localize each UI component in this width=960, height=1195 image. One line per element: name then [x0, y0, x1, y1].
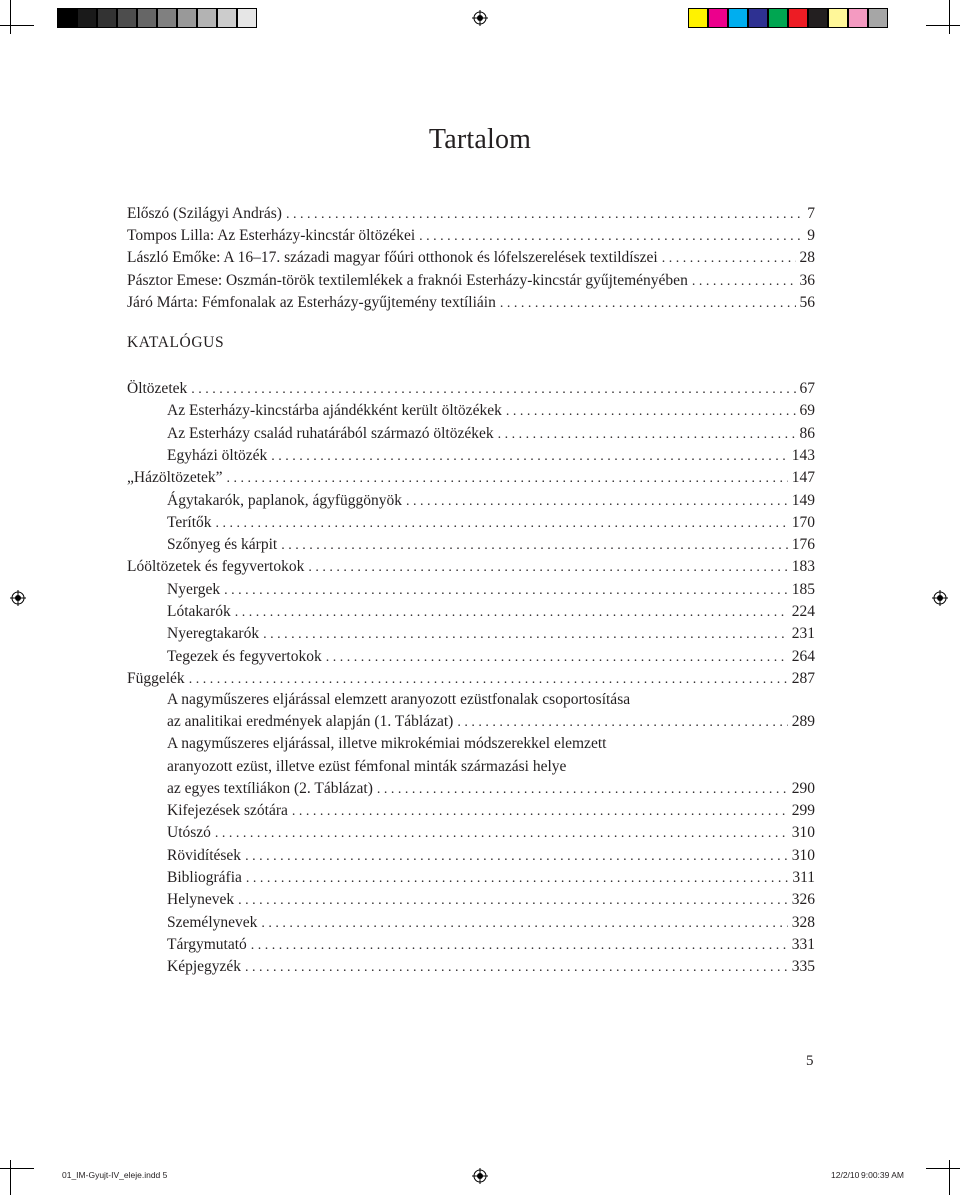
toc-entry-label: Nyergek — [167, 580, 221, 598]
leader-dots — [238, 890, 788, 912]
toc-entry-page: 231 — [791, 625, 815, 643]
toc-entry-page: 224 — [791, 603, 815, 620]
appendix-table2-line: aranyozott ezüst, illetve ezüst fémfonal minták származási helye — [167, 758, 567, 775]
crop-mark — [0, 25, 34, 26]
crop-mark — [10, 1160, 11, 1195]
color-swatch — [77, 8, 97, 28]
toc-entry — [127, 668, 815, 690]
crop-mark — [0, 1168, 34, 1169]
toc-entry-page: 7 — [807, 205, 815, 222]
toc-entry-page: 143 — [791, 446, 815, 464]
toc-entry-label: Az Esterházy család ruhatárából származó öltözékek — [167, 424, 494, 442]
registration-mark-icon — [10, 590, 26, 606]
leader-dots — [377, 779, 788, 801]
color-swatch — [137, 8, 157, 28]
toc-entry — [167, 423, 815, 445]
toc-entry — [167, 512, 815, 534]
toc-entry-page: 56 — [799, 293, 815, 311]
toc-entry-page: 290 — [791, 780, 815, 797]
toc-entry-page: 176 — [791, 536, 815, 554]
toc-entry-page: 328 — [791, 913, 815, 931]
toc-entry — [167, 445, 815, 467]
toc-entry-label: Ágytakarók, paplanok, ágyfüggönyök — [167, 491, 403, 509]
leader-dots — [263, 624, 788, 646]
leader-dots — [271, 446, 787, 468]
toc-entry-label: Tegezek és fegyvertokok — [167, 647, 322, 665]
grayscale-color-bar — [57, 8, 257, 28]
toc-entry-label: Előszó (Szilágyi András) — [127, 205, 282, 222]
color-swatch — [217, 8, 237, 28]
leader-dots — [406, 491, 788, 513]
slug-filename: 01_IM-Gyujt-IV_eleje.indd 5 — [62, 1170, 168, 1180]
leader-dots — [326, 647, 788, 669]
toc-entry — [167, 490, 815, 512]
page-title: Tartalom — [428, 124, 532, 155]
toc-entry-page: 28 — [799, 249, 815, 267]
toc-entry — [127, 378, 815, 400]
toc-entry — [127, 556, 815, 578]
color-swatch — [828, 8, 848, 28]
leader-dots — [457, 712, 787, 734]
crop-mark — [10, 0, 11, 34]
toc-entry — [127, 467, 815, 489]
toc-entry-label: Függelék — [127, 669, 185, 687]
leader-dots — [216, 513, 788, 535]
toc-entry — [167, 646, 815, 668]
crop-mark — [926, 25, 960, 26]
toc-entry-label: Utószó — [167, 824, 211, 842]
toc-entry — [127, 292, 815, 314]
color-swatch — [688, 8, 708, 28]
toc-entry-label: az egyes textíliákon (2. Táblázat) — [167, 780, 373, 797]
registration-mark-icon — [472, 10, 488, 26]
leader-dots — [245, 957, 788, 979]
color-swatch — [117, 8, 137, 28]
leader-dots — [281, 535, 788, 557]
color-swatch — [748, 8, 768, 28]
leader-dots — [224, 580, 788, 602]
toc-entry — [167, 711, 815, 733]
leader-dots — [498, 424, 796, 446]
leader-dots — [286, 204, 803, 226]
page-number: 5 — [806, 1053, 814, 1069]
toc-entry-page: 147 — [791, 469, 815, 487]
toc-entry — [167, 934, 815, 956]
toc-entry-label: Személynevek — [167, 913, 258, 931]
toc-entry-page: 36 — [799, 271, 815, 289]
cmyk-color-bar — [688, 8, 888, 28]
toc-entry-label: Egyházi öltözék — [167, 446, 268, 464]
color-swatch — [237, 8, 257, 28]
color-swatch — [708, 8, 728, 28]
leader-dots — [500, 293, 796, 315]
color-swatch — [848, 8, 868, 28]
toc-entry — [167, 400, 815, 422]
toc-entry — [167, 889, 815, 911]
toc-entry — [167, 579, 815, 601]
leader-dots — [189, 669, 788, 691]
toc-entry-label: Kifejezések szótára — [167, 802, 288, 819]
toc-entry-page: 264 — [791, 647, 815, 665]
color-swatch — [868, 8, 888, 28]
leader-dots — [191, 379, 795, 401]
appendix-table2-line: A nagyműszeres eljárással, illetve mikrokémiai módszerekkel elemzett — [167, 735, 607, 752]
toc-entry-page: 185 — [791, 580, 815, 598]
color-swatch — [728, 8, 748, 28]
toc-entry-label: Öltözetek — [127, 380, 188, 397]
leader-dots — [662, 248, 796, 270]
toc-entry-page: 331 — [791, 935, 815, 953]
toc-entry-page: 183 — [791, 558, 815, 576]
toc-entry — [127, 270, 815, 292]
leader-dots — [292, 801, 788, 823]
toc-entry-page: 67 — [799, 380, 815, 397]
registration-mark-icon — [472, 1168, 488, 1184]
toc-entry-label: Tompos Lilla: Az Esterházy-kincstár öltözékei — [127, 227, 416, 245]
toc-entry-label: az analitikai eredmények alapján (1. Táblázat) — [167, 713, 454, 730]
toc-entry-page: 310 — [791, 824, 815, 842]
leader-dots — [251, 935, 788, 957]
toc-entry — [167, 623, 815, 645]
toc-entry-label: Pásztor Emese: Oszmán-török textilemlékek a fraknói Esterházy-kincstár gyűjteményében — [127, 271, 688, 289]
toc-entry-page: 299 — [791, 802, 815, 819]
toc-entry-label: Tárgymutató — [167, 935, 247, 953]
toc-entry-label: Lótakarók — [167, 603, 231, 620]
toc-entry-label: Nyeregtakarók — [167, 625, 260, 643]
toc-entry — [167, 778, 815, 800]
toc-entry-label: Lóöltözetek és fegyvertokok — [127, 558, 305, 576]
crop-mark — [949, 0, 950, 34]
color-swatch — [177, 8, 197, 28]
toc-entry-page: 170 — [791, 513, 815, 531]
slug-date: 12/2/10 — [831, 1170, 860, 1180]
catalog-heading: KATALÓGUS — [127, 334, 225, 351]
toc-entry-page: 287 — [791, 669, 815, 687]
color-swatch — [197, 8, 217, 28]
leader-dots — [215, 823, 788, 845]
toc-entry-label: Járó Márta: Fémfonalak az Esterházy-gyűjtemény textíliáin — [127, 293, 496, 311]
toc-entry-page: 310 — [791, 846, 815, 864]
toc-entry — [127, 203, 815, 225]
leader-dots — [419, 226, 803, 248]
toc-entry — [127, 247, 815, 269]
color-swatch — [768, 8, 788, 28]
toc-entry-label: Az Esterházy-kincstárba ajándékként került öltözékek — [167, 402, 502, 420]
leader-dots — [245, 846, 788, 868]
toc-entry-label: Helynevek — [167, 891, 235, 909]
toc-entry — [167, 822, 815, 844]
toc-entry — [167, 601, 815, 623]
leader-dots — [235, 602, 788, 624]
toc-entry — [167, 912, 815, 934]
toc-entry-label: Szőnyeg és kárpit — [167, 536, 278, 554]
toc-entry-page: 69 — [799, 402, 815, 420]
leader-dots — [261, 913, 787, 935]
color-swatch — [57, 8, 77, 28]
leader-dots — [308, 557, 787, 579]
toc-entry-label: László Emőke: A 16–17. századi magyar főúri otthonok és lófelszerelések textildíszei — [127, 249, 658, 267]
toc-entry — [167, 867, 815, 889]
toc-entry — [167, 534, 815, 556]
slug-time: 9:00:39 AM — [861, 1170, 905, 1180]
color-swatch — [157, 8, 177, 28]
toc-entry-page: 86 — [799, 424, 815, 442]
color-swatch — [97, 8, 117, 28]
toc-entry — [167, 845, 815, 867]
color-swatch — [808, 8, 828, 28]
registration-mark-icon — [932, 590, 948, 606]
crop-mark — [949, 1160, 950, 1195]
toc-entry — [167, 956, 815, 978]
toc-entry-label: Rövidítések — [167, 846, 242, 864]
toc-entry-label: Bibliográfia — [167, 868, 242, 886]
toc-entry-page: 335 — [791, 958, 815, 976]
crop-mark — [926, 1168, 960, 1169]
leader-dots — [506, 401, 796, 423]
appendix-table1-line: A nagyműszeres eljárással elemzett aranyozott ezüstfonalak csoportosítása — [167, 691, 631, 708]
color-swatch — [788, 8, 808, 28]
toc-entry-label: „Házöltözetek” — [127, 469, 223, 487]
toc-entry-label: Képjegyzék — [167, 958, 242, 976]
toc-entry-page: 326 — [791, 891, 815, 909]
toc-entry-page: 311 — [792, 868, 815, 886]
leader-dots — [246, 868, 788, 890]
toc-entry-page: 149 — [791, 491, 815, 509]
leader-dots — [227, 468, 788, 490]
toc-entry-label: Terítők — [167, 513, 212, 531]
leader-dots — [692, 271, 796, 293]
toc-entry — [127, 225, 815, 247]
toc-entry-page: 289 — [791, 713, 815, 730]
toc-entry-page: 9 — [807, 227, 815, 245]
toc-entry — [167, 800, 815, 822]
